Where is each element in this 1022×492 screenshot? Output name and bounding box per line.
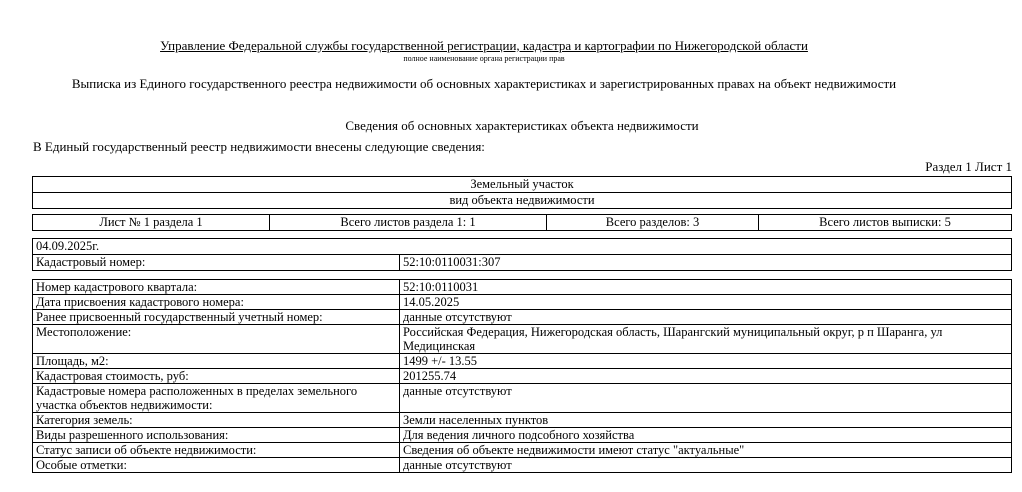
field-label: Местоположение: [33,325,400,354]
field-label: Виды разрешенного использования: [33,428,400,443]
field-value: 14.05.2025 [400,295,1012,310]
field-label: Ранее присвоенный государственный учетный номер: [33,310,400,325]
extract-date: 04.09.2025г. [33,239,1012,255]
field-value: 1499 +/- 13.55 [400,354,1012,369]
table-row [33,428,1012,443]
date-cadastral-table [32,238,1012,271]
object-type-caption: вид объекта недвижимости [33,193,1012,209]
field-label: Дата присвоения кадастрового номера: [33,295,400,310]
field-value: данные отсутствуют [400,458,1012,473]
page-reference: Раздел 1 Лист 1 [925,159,1012,174]
sections-count: Всего разделов: 3 [547,215,759,231]
table-row [33,325,1012,354]
table-row [33,295,1012,310]
table-row [33,384,1012,413]
table-row [33,413,1012,428]
field-label: Номер кадастрового квартала: [33,280,400,295]
table-row [33,310,1012,325]
table-row [33,354,1012,369]
object-type: Земельный участок [33,177,1012,193]
section-title: Сведения об основных характеристиках объекта недвижимости [345,118,699,133]
field-label: Площадь, м2: [33,354,400,369]
field-value: данные отсутствуют [400,310,1012,325]
field-value: Для ведения личного подсобного хозяйства [400,428,1012,443]
field-value: 201255.74 [400,369,1012,384]
field-label: Кадастровые номера расположенных в пределах земельного участка объектов недвижимости: [33,384,400,413]
sheet-info-table [32,214,1012,231]
sheet-number: Лист № 1 раздела 1 [33,215,270,231]
table-row [33,280,1012,295]
field-value: Сведения об объекте недвижимости имеют статус "актуальные" [400,443,1012,458]
table-row [33,369,1012,384]
intro-text: В Единый государственный реестр недвижимости внесены следующие сведения: [33,139,485,154]
table-row [33,458,1012,473]
field-value: Земли населенных пунктов [400,413,1012,428]
characteristics-table [32,279,1012,473]
field-label: Кадастровая стоимость, руб: [33,369,400,384]
field-label: Статус записи об объекте недвижимости: [33,443,400,458]
extract-sheets-count: Всего листов выписки: 5 [759,215,1012,231]
table-row [33,443,1012,458]
field-label: Категория земель: [33,413,400,428]
field-label: Особые отметки: [33,458,400,473]
extract-title: Выписка из Единого государственного реестра недвижимости об основных характеристиках и зарегистрированных правах на объект недвижимости [71,76,897,91]
field-value: данные отсутствуют [400,384,1012,413]
section-sheets-count: Всего листов раздела 1: 1 [270,215,547,231]
field-value: 52:10:0110031 [400,280,1012,295]
cadastral-number-value: 52:10:0110031:307 [400,255,1012,271]
cadastral-number-label: Кадастровый номер: [33,255,400,271]
organization-name: Управление Федеральной службы государственной регистрации, кадастра и картографии по Нижегородской области [160,38,808,53]
field-value: Российская Федерация, Нижегородская область, Шарангский муниципальный округ, р п Шаранга, ул Медицинская [400,325,1012,354]
organization-note: полное наименование органа регистрации прав [403,54,565,63]
object-type-table [32,176,1012,209]
